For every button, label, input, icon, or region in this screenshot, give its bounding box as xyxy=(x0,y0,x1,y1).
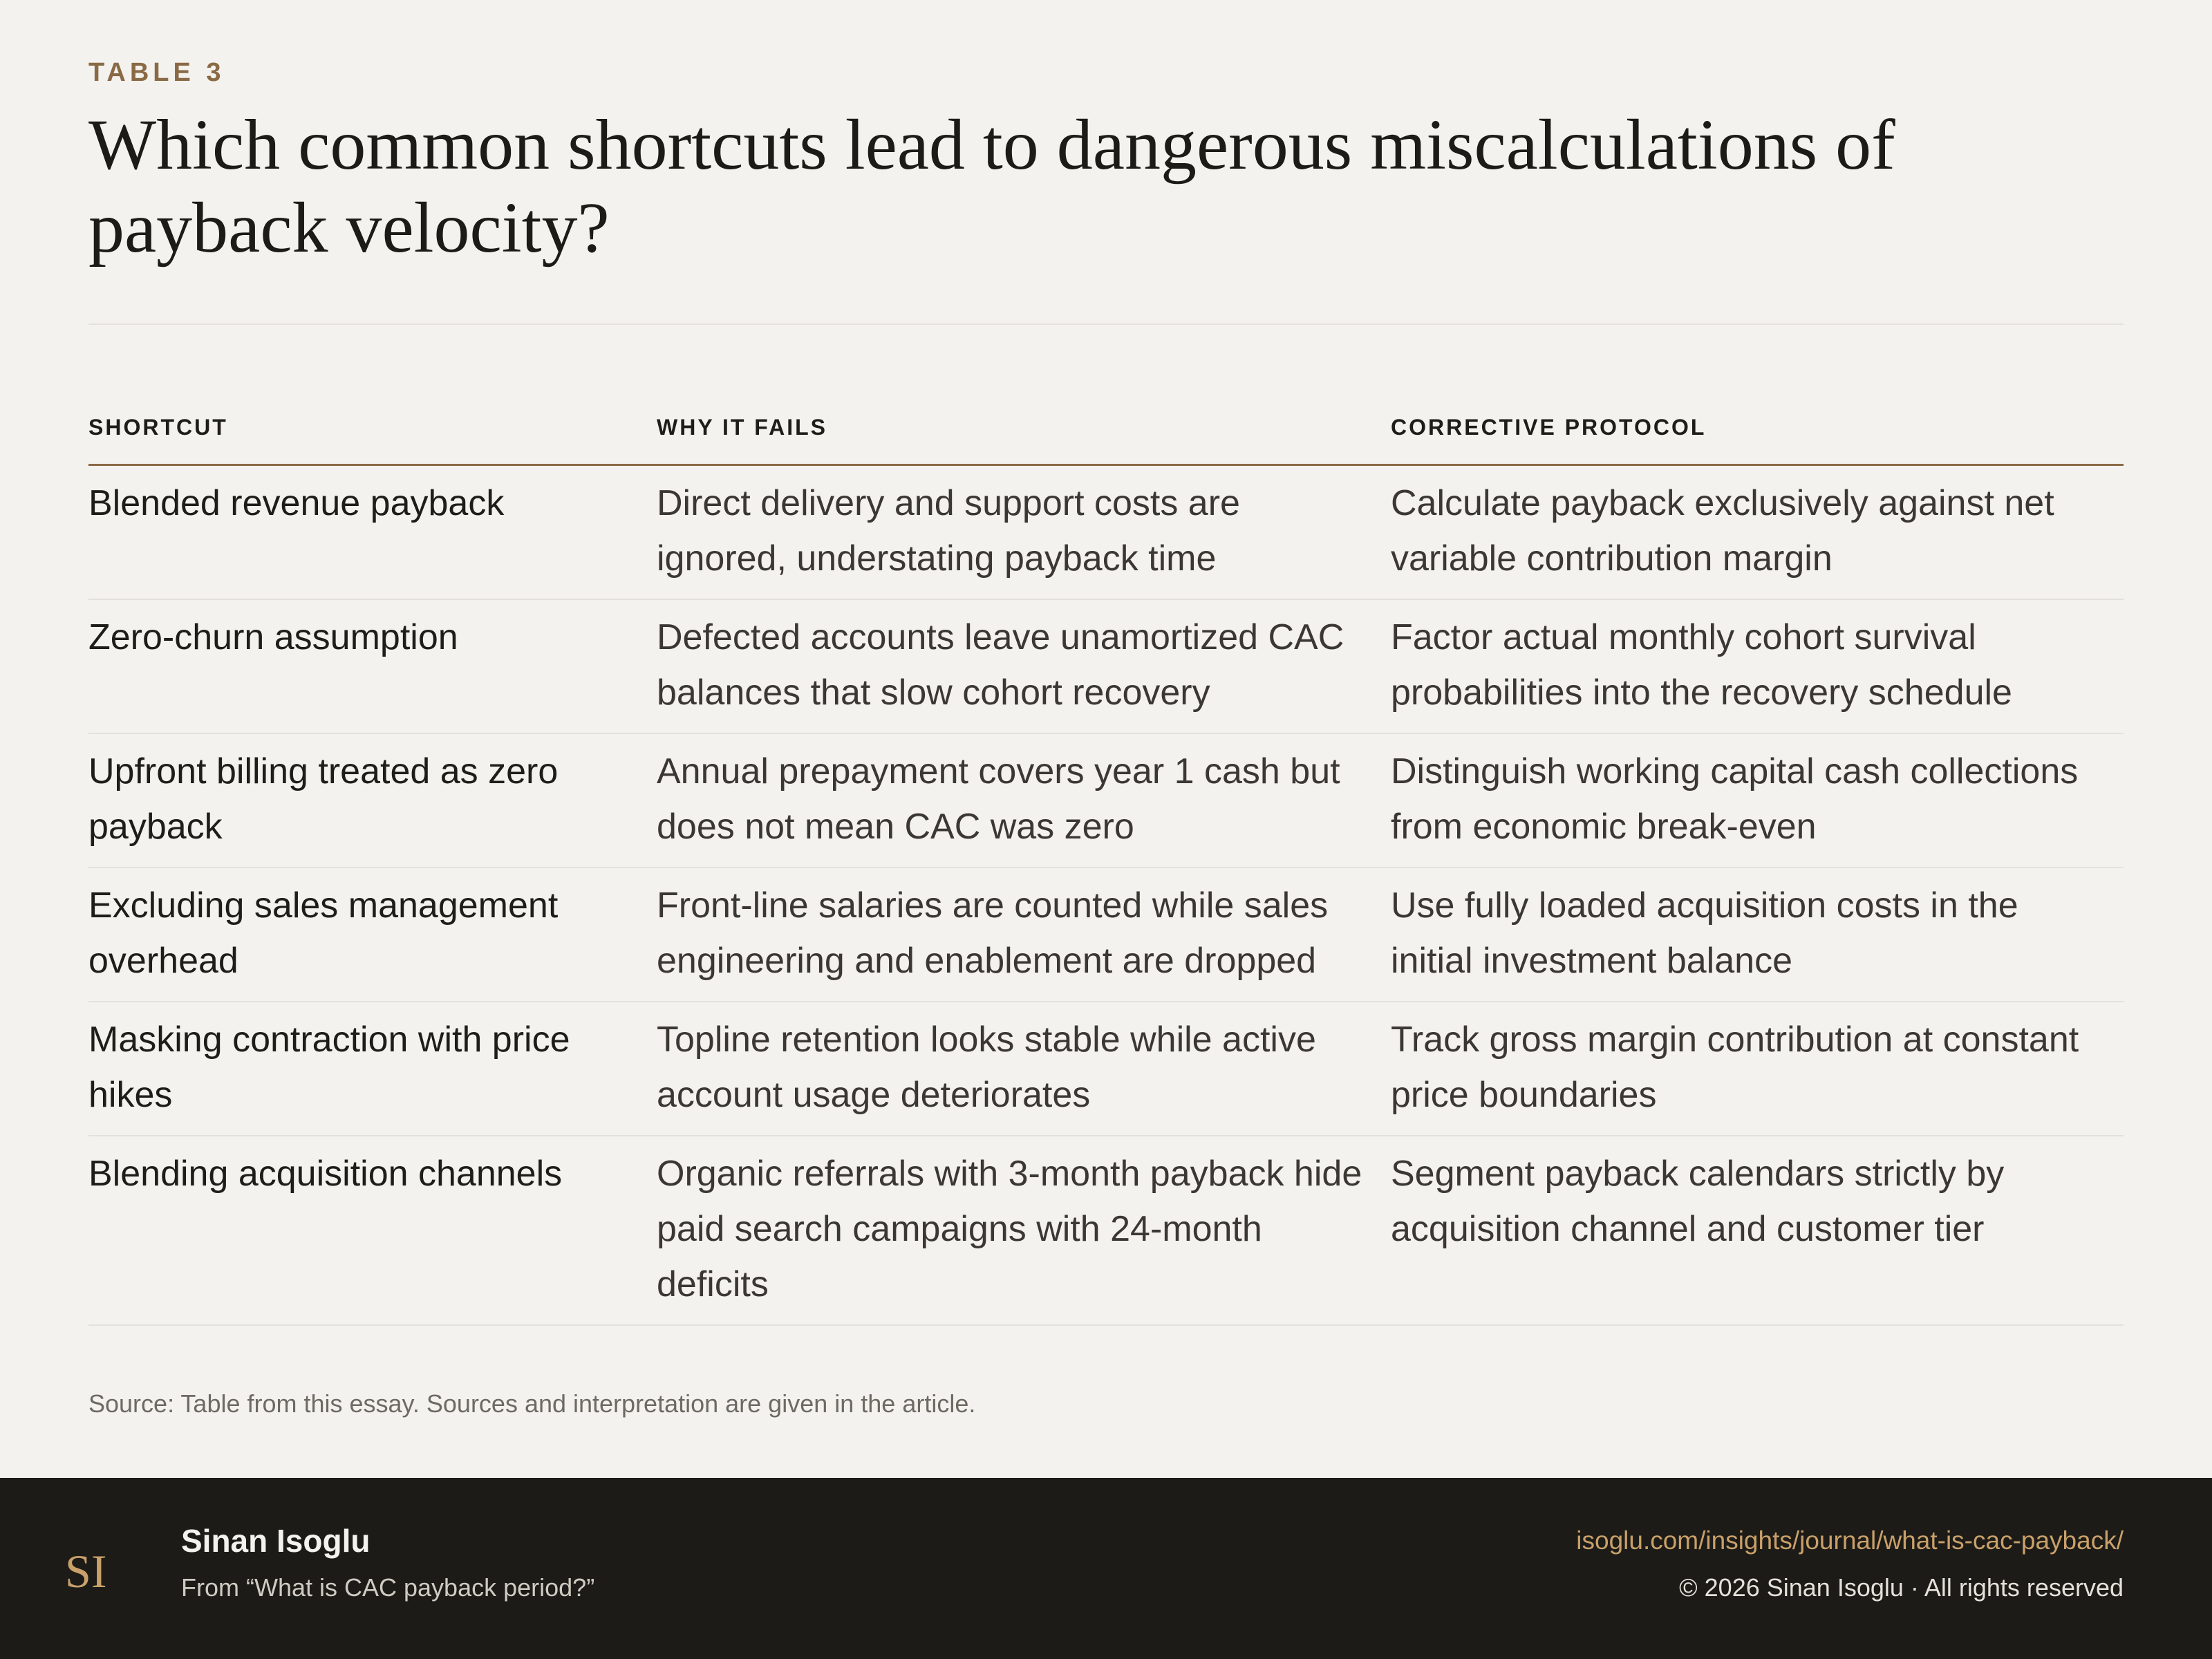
shortcut-cell: Masking contraction with price hikes xyxy=(88,1002,657,1136)
shortcut-cell: Upfront billing treated as zero payback xyxy=(88,733,657,868)
si-monogram-logo xyxy=(64,1539,119,1601)
corrective-protocol-cell: Use fully loaded acquisition costs in the initial investment balance xyxy=(1391,868,2124,1002)
corrective-protocol-cell: Factor actual monthly cohort survival probabilities into the recovery schedule xyxy=(1391,599,2124,733)
column-header-why-it-fails: WHY IT FAILS xyxy=(657,415,1391,465)
table-row xyxy=(88,599,2124,733)
corrective-protocol-cell: Calculate payback exclusively against net variable contribution margin xyxy=(1391,465,2124,600)
corrective-protocol-cell: Segment payback calendars strictly by acquisition channel and customer tier xyxy=(1391,1136,2124,1325)
table-row xyxy=(88,733,2124,868)
article-link[interactable]: isoglu.com/insights/journal/what-is-cac-payback/ xyxy=(1576,1526,2124,1555)
shortcut-cell: Excluding sales management overhead xyxy=(88,868,657,1002)
shortcut-cell: Blended revenue payback xyxy=(88,465,657,600)
why-it-fails-cell: Annual prepayment covers year 1 cash but does not mean CAC was zero xyxy=(657,733,1391,868)
table-label: TABLE 3 xyxy=(88,58,225,87)
page-title: Which common shortcuts lead to dangerous miscalculations of payback velocity? xyxy=(88,105,1895,268)
source-note: Source: Table from this essay. Sources and interpretation are given in the article. xyxy=(88,1389,976,1418)
shortcuts-table xyxy=(88,415,2124,1326)
footer xyxy=(0,1478,2212,1659)
corrective-protocol-cell: Distinguish working capital cash collections from economic break-even xyxy=(1391,733,2124,868)
why-it-fails-cell: Topline retention looks stable while active account usage deteriorates xyxy=(657,1002,1391,1136)
shortcut-cell: Zero-churn assumption xyxy=(88,599,657,733)
shortcut-cell: Blending acquisition channels xyxy=(88,1136,657,1325)
column-header-corrective-protocol: CORRECTIVE PROTOCOL xyxy=(1391,415,2124,465)
table-row xyxy=(88,1002,2124,1136)
copyright-notice: © 2026 Sinan Isoglu · All rights reserved xyxy=(1679,1573,2124,1602)
author-name: Sinan Isoglu xyxy=(181,1523,371,1559)
corrective-protocol-cell: Track gross margin contribution at constant price boundaries xyxy=(1391,1002,2124,1136)
why-it-fails-cell: Front-line salaries are counted while sales engineering and enablement are dropped xyxy=(657,868,1391,1002)
title-divider xyxy=(88,324,2124,325)
why-it-fails-cell: Organic referrals with 3-month payback hide paid search campaigns with 24-month deficits xyxy=(657,1136,1391,1325)
table-row xyxy=(88,465,2124,600)
table-row xyxy=(88,1136,2124,1325)
column-header-shortcut: SHORTCUT xyxy=(88,415,657,465)
svg-text:SI: SI xyxy=(65,1545,107,1597)
table-row xyxy=(88,868,2124,1002)
article-reference: From “What is CAC payback period?” xyxy=(181,1573,595,1602)
table-header-row xyxy=(88,415,2124,465)
why-it-fails-cell: Direct delivery and support costs are ignored, understating payback time xyxy=(657,465,1391,600)
why-it-fails-cell: Defected accounts leave unamortized CAC balances that slow cohort recovery xyxy=(657,599,1391,733)
